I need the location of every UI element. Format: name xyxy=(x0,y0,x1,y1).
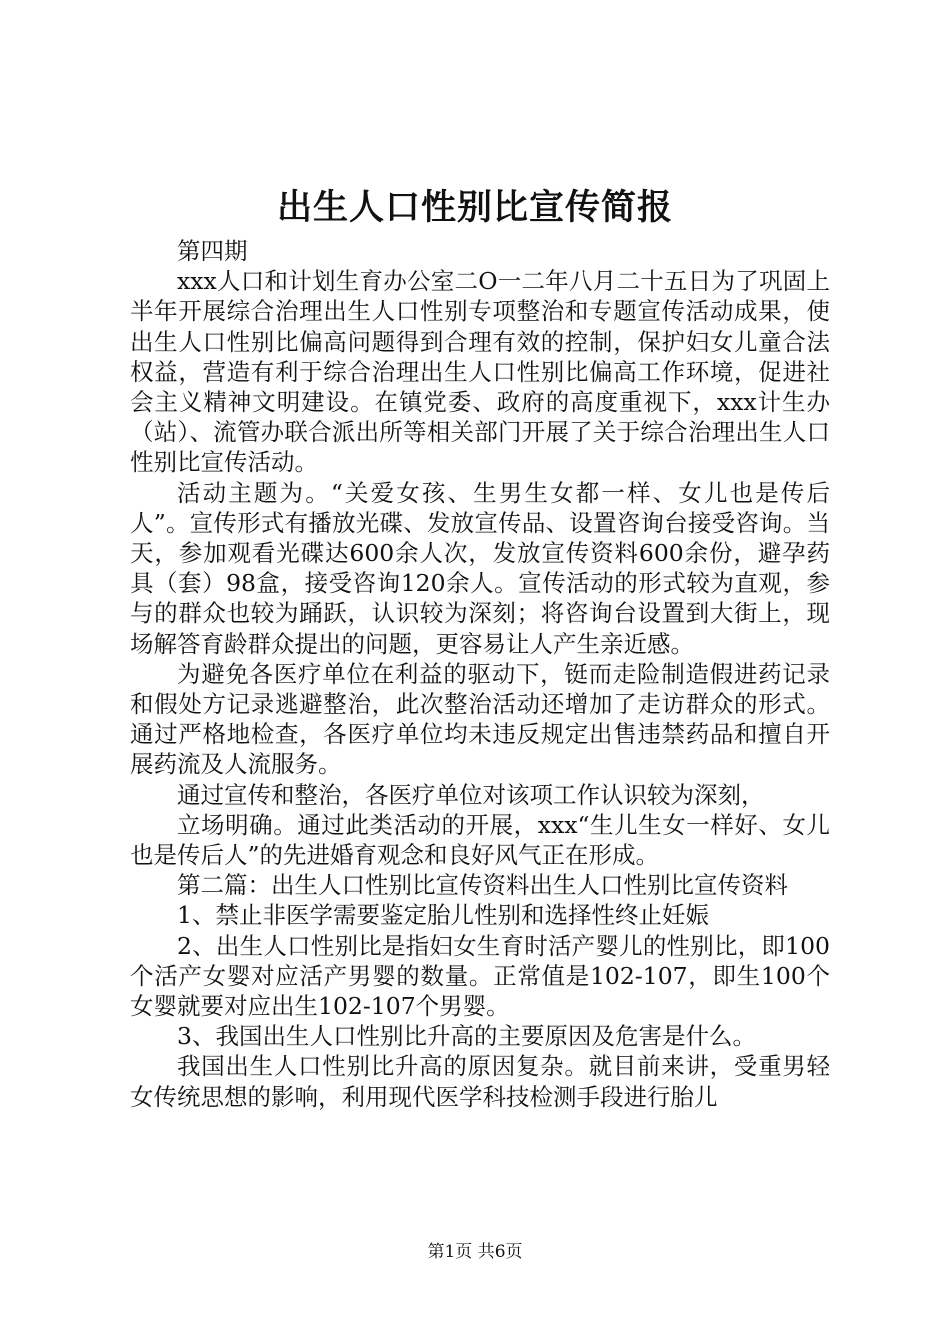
issue-number: 第四期 xyxy=(177,237,248,265)
list-item: 3、我国出生人口性别比升高的主要原因及危害是什么。 xyxy=(177,1022,756,1051)
list-item: 2、出生人口性别比是指妇女生育时活产婴儿的性别比，即100个活产女婴对应活产男婴的数量。正常值是102-107，即生100个女婴就要对应出生102-107个男婴。 xyxy=(130,931,830,1021)
paragraph: 为避免各医疗单位在利益的驱动下，铤而走险制造假进药记录和假处方记录逃避整治，此次整治活动还增加了走访群众的形式。通过严格地检查，各医疗单位均未违反规定出售违禁药品和擅自开展药流及人流服务。 xyxy=(130,659,830,779)
page-footer: 第1页 共6页 xyxy=(427,1242,523,1262)
section-heading: 第二篇：出生人口性别比宣传资料出生人口性别比宣传资料 xyxy=(177,871,788,900)
paragraph: 我国出生人口性别比升高的原因复杂。就目前来讲，受重男轻女传统思想的影响，利用现代医学科技检测手段进行胎儿 xyxy=(130,1052,830,1111)
document-title: 出生人口性别比宣传简报 xyxy=(276,187,673,228)
paragraph: 立场明确。通过此类活动的开展，xxx“生儿生女一样好、女儿也是传后人”的先进婚育观念和良好风气正在形成。 xyxy=(130,810,830,870)
paragraph: 活动主题为。“关爱女孩、生男生女都一样、女儿也是传后人”。宣传形式有播放光碟、发放宣传品、设置咨询台接受咨询。当天，参加观看光碟达600余人次，发放宣传资料600余份，避孕药具（套）98盒，接受咨询120余人。宣传活动的形式较为直观，参与的群众也较为踊跃，认识较为深刻；将咨询台设置到大街上，现场解答育龄群众提出的问题，更容易让人产生亲近感。 xyxy=(130,478,830,658)
paragraph: 通过宣传和整治，各医疗单位对该项工作认识较为深刻， xyxy=(177,780,765,809)
paragraph: xxx人口和计划生育办公室二O一二年八月二十五日为了巩固上半年开展综合治理出生人口性别专项整治和专题宣传活动成果，使出生人口性别比偏高问题得到合理有效的控制，保护妇女儿童合法权益，营造有利于综合治理出生人口性别比偏高工作环境，促进社会主义精神文明建设。在镇党委、政府的高度重视下，xxx计生办（站）、流管办联合派出所等相关部门开展了关于综合治理出生人口性别比宣传活动。 xyxy=(130,267,830,477)
list-item: 1、禁止非医学需要鉴定胎儿性别和选择性终止妊娠 xyxy=(177,901,709,930)
document-body xyxy=(130,236,830,1112)
